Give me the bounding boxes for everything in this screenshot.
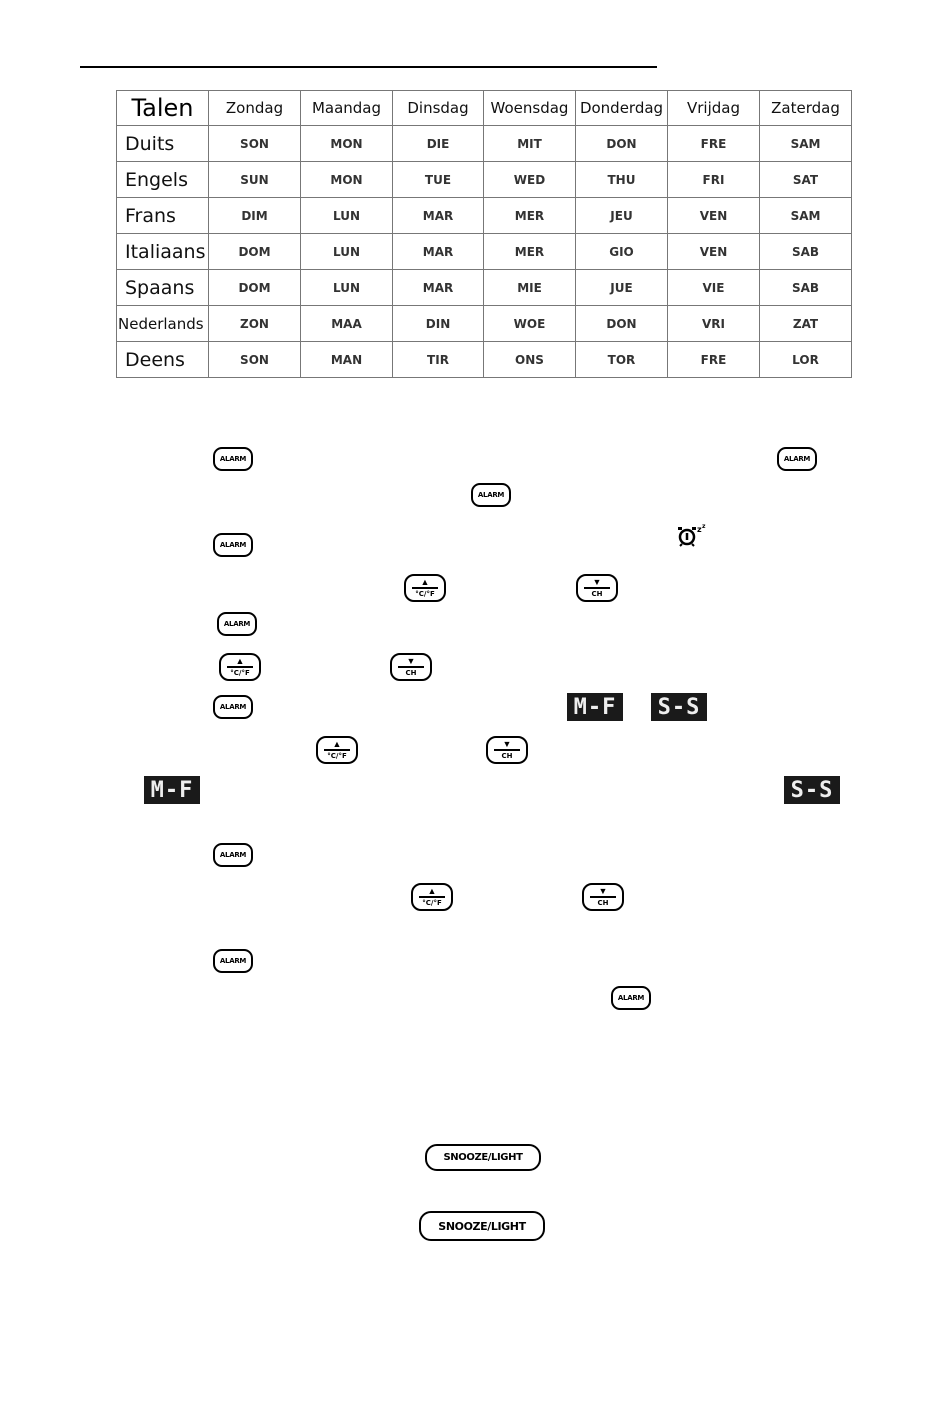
day-cell: DIE (393, 126, 484, 162)
alarm-button[interactable] (471, 483, 511, 507)
day-cell: LUN (301, 234, 393, 270)
snooze-light-label: SNOOZE/LIGHT (443, 1152, 523, 1163)
day-cell: LUN (301, 198, 393, 234)
header-cell: Dinsdag (393, 91, 484, 126)
day-cell: FRI (668, 162, 760, 198)
day-cell: SAM (760, 126, 852, 162)
alarm-button-label: ALARM (617, 994, 645, 1002)
triangle-down-icon: ▼ (406, 656, 416, 667)
alarm-button-label: ALARM (219, 455, 247, 463)
alarm-button-label: ALARM (477, 491, 505, 499)
alarm-button[interactable] (213, 949, 253, 973)
header-cell: Zaterdag (760, 91, 852, 126)
alarm-button-label: ALARM (219, 541, 247, 549)
day-cell: JUE (576, 270, 668, 306)
day-cell: MIE (484, 270, 576, 306)
header-cell: Woensdag (484, 91, 576, 126)
day-cell: WED (484, 162, 576, 198)
day-cell: DOM (209, 270, 301, 306)
weekdays-badge: M-F (144, 776, 200, 804)
up-button-label: °C/°F (415, 589, 435, 598)
snooze-light-button[interactable] (419, 1211, 545, 1241)
table-row (117, 270, 852, 306)
day-cell: JEU (576, 198, 668, 234)
snooze-light-button[interactable] (425, 1144, 541, 1171)
alarm-button-label: ALARM (783, 455, 811, 463)
up-button[interactable] (316, 736, 358, 764)
alarm-button[interactable] (213, 843, 253, 867)
day-cell: MAN (301, 342, 393, 378)
down-button-label: CH (591, 589, 603, 598)
day-cell: VIE (668, 270, 760, 306)
day-cell: GIO (576, 234, 668, 270)
alarm-button[interactable] (777, 447, 817, 471)
alarm-button[interactable] (213, 533, 253, 557)
day-cell: WOE (484, 306, 576, 342)
table-row (117, 342, 852, 378)
day-cell: ZON (209, 306, 301, 342)
day-cell: ZAT (760, 306, 852, 342)
day-cell: MON (301, 126, 393, 162)
language-cell: Spaans (117, 270, 209, 306)
down-button[interactable] (582, 883, 624, 911)
alarm-button[interactable] (217, 612, 257, 636)
day-cell: MER (484, 198, 576, 234)
up-button[interactable] (219, 653, 261, 681)
day-cell: MAR (393, 198, 484, 234)
day-cell: TUE (393, 162, 484, 198)
weekdays-badge: M-F (567, 693, 623, 721)
down-button-label: CH (405, 668, 417, 677)
day-cell: LOR (760, 342, 852, 378)
day-cell: DIM (209, 198, 301, 234)
table-header-row (117, 91, 852, 126)
day-cell: TOR (576, 342, 668, 378)
day-cell: MAR (393, 234, 484, 270)
alarm-button[interactable] (611, 986, 651, 1010)
language-cell: Italiaans (117, 234, 209, 270)
day-cell: MAA (301, 306, 393, 342)
day-cell: SAB (760, 234, 852, 270)
triangle-up-icon: ▲ (332, 739, 342, 750)
day-cell: SON (209, 342, 301, 378)
day-cell: LUN (301, 270, 393, 306)
svg-text:z: z (702, 523, 706, 530)
language-cell: Deens (117, 342, 209, 378)
header-cell: Vrijdag (668, 91, 760, 126)
day-cell: ONS (484, 342, 576, 378)
table-row (117, 162, 852, 198)
day-cell: DON (576, 306, 668, 342)
alarm-button-label: ALARM (219, 851, 247, 859)
day-cell: THU (576, 162, 668, 198)
day-cell: MAR (393, 270, 484, 306)
language-cell: Nederlands (117, 306, 209, 342)
weekend-badge: S-S (784, 776, 840, 804)
alarm-button-label: ALARM (219, 957, 247, 965)
alarm-button-label: ALARM (223, 620, 251, 628)
up-button[interactable] (404, 574, 446, 602)
up-button[interactable] (411, 883, 453, 911)
day-cell: TIR (393, 342, 484, 378)
down-button[interactable] (486, 736, 528, 764)
triangle-down-icon: ▼ (598, 886, 608, 897)
triangle-up-icon: ▲ (235, 656, 245, 667)
triangle-up-icon: ▲ (427, 886, 437, 897)
top-rule (80, 66, 657, 68)
svg-text:z: z (697, 525, 702, 534)
triangle-down-icon: ▼ (592, 577, 602, 588)
header-cell: Maandag (301, 91, 393, 126)
table-row (117, 306, 852, 342)
alarm-button[interactable] (213, 447, 253, 471)
down-button-label: CH (597, 898, 609, 907)
language-cell: Frans (117, 198, 209, 234)
language-cell: Duits (117, 126, 209, 162)
header-cell: Zondag (209, 91, 301, 126)
header-cell: Donderdag (576, 91, 668, 126)
up-button-label: °C/°F (327, 751, 347, 760)
table-row (117, 234, 852, 270)
down-button[interactable] (390, 653, 432, 681)
day-cell: FRE (668, 126, 760, 162)
day-cell: DOM (209, 234, 301, 270)
day-cell: MER (484, 234, 576, 270)
triangle-down-icon: ▼ (502, 739, 512, 750)
day-cell: VEN (668, 234, 760, 270)
triangle-up-icon: ▲ (420, 577, 430, 588)
day-cell: MIT (484, 126, 576, 162)
day-cell: VRI (668, 306, 760, 342)
language-table (116, 90, 852, 378)
day-cell: SAB (760, 270, 852, 306)
day-cell: VEN (668, 198, 760, 234)
up-button-label: °C/°F (230, 668, 250, 677)
language-cell: Engels (117, 162, 209, 198)
day-cell: DIN (393, 306, 484, 342)
day-cell: SON (209, 126, 301, 162)
down-button[interactable] (576, 574, 618, 602)
alarm-button-label: ALARM (219, 703, 247, 711)
day-cell: SAM (760, 198, 852, 234)
header-cell: Talen (117, 91, 209, 126)
day-cell: SUN (209, 162, 301, 198)
weekend-badge: S-S (651, 693, 707, 721)
alarm-button[interactable] (213, 695, 253, 719)
day-cell: MON (301, 162, 393, 198)
table-row (117, 198, 852, 234)
day-cell: SAT (760, 162, 852, 198)
down-button-label: CH (501, 751, 513, 760)
table-row (117, 126, 852, 162)
day-cell: FRE (668, 342, 760, 378)
up-button-label: °C/°F (422, 898, 442, 907)
snooze-light-label: SNOOZE/LIGHT (438, 1219, 526, 1233)
alarm-clock-icon (676, 523, 708, 547)
day-cell: DON (576, 126, 668, 162)
